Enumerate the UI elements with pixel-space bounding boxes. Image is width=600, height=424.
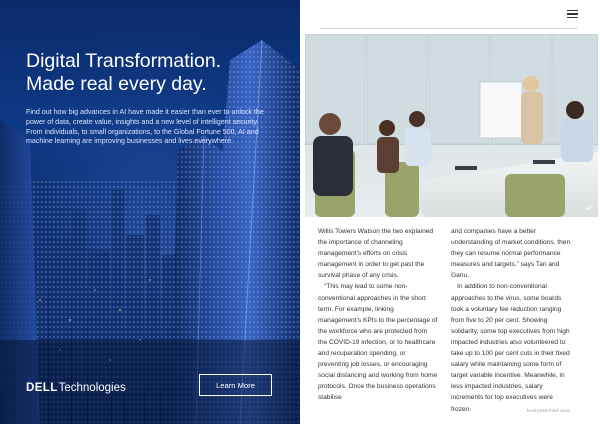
- article-paragraph: In addition to non-conventional approaches to the virus, some boards took a voluntary fee reduction ranging from five to 20 per cent. Showing solidarity, some top executives from high impacted industries also volunteered to take up to 100 per cent cuts in their fixed salary while maintaining some form of target variable incentive. Meanwhile, in less impacted industries, salary increments for top executives were frozen.: [451, 283, 570, 413]
- article-photo-meeting: [305, 34, 598, 217]
- photo-caption: AT: [586, 206, 593, 212]
- dell-logo-brand: DELL: [26, 382, 58, 394]
- ad-headline: [26, 50, 286, 96]
- header-divider: [320, 28, 578, 29]
- meeting-room-illustration: [305, 34, 598, 217]
- ad-headline-line-2: Made real every day.: [26, 73, 207, 95]
- learn-more-button[interactable]: Learn More: [199, 374, 272, 396]
- dell-logo-product: Technologies: [58, 382, 126, 394]
- ad-body-text: Find out how big advances in AI have made it easier than ever to unlock the power of data, create value, insights and a new level of intelligent security. From individuals, to small organizations, to the Global Fortune 500, AI and machine learning are improving businesses and lives everywhere.: [26, 108, 264, 146]
- article-paragraph: and companies have a better understanding of market conditions, then they can resume normal performance measures and targets,” says Tan and Ganu.: [451, 228, 571, 280]
- ad-headline-line-1: Digital Transformation.: [26, 50, 222, 72]
- dell-technologies-logo: [26, 381, 126, 395]
- article-paragraph: Willis Towers Watson the two explained the importance of channeling management’s efforts on crisis management in order to get past the survival phase of any crisis.: [318, 228, 434, 280]
- page-footer-url[interactable]: businesschief.asia: [527, 408, 570, 413]
- article-column-2: [451, 226, 571, 415]
- hamburger-menu-icon[interactable]: [565, 7, 579, 21]
- article-column-1: [318, 226, 438, 404]
- article-paragraph: “This may lead to some non-conventional approaches in the short term. For example, linking management’s KPIs to the percentage of the workforce who are protected from the COVID-19 infection, or to healthcare and recuperation spending, or preventing job losses, or encouraging social distancing and working from home protocols. Once the business operations stabilise: [318, 283, 438, 402]
